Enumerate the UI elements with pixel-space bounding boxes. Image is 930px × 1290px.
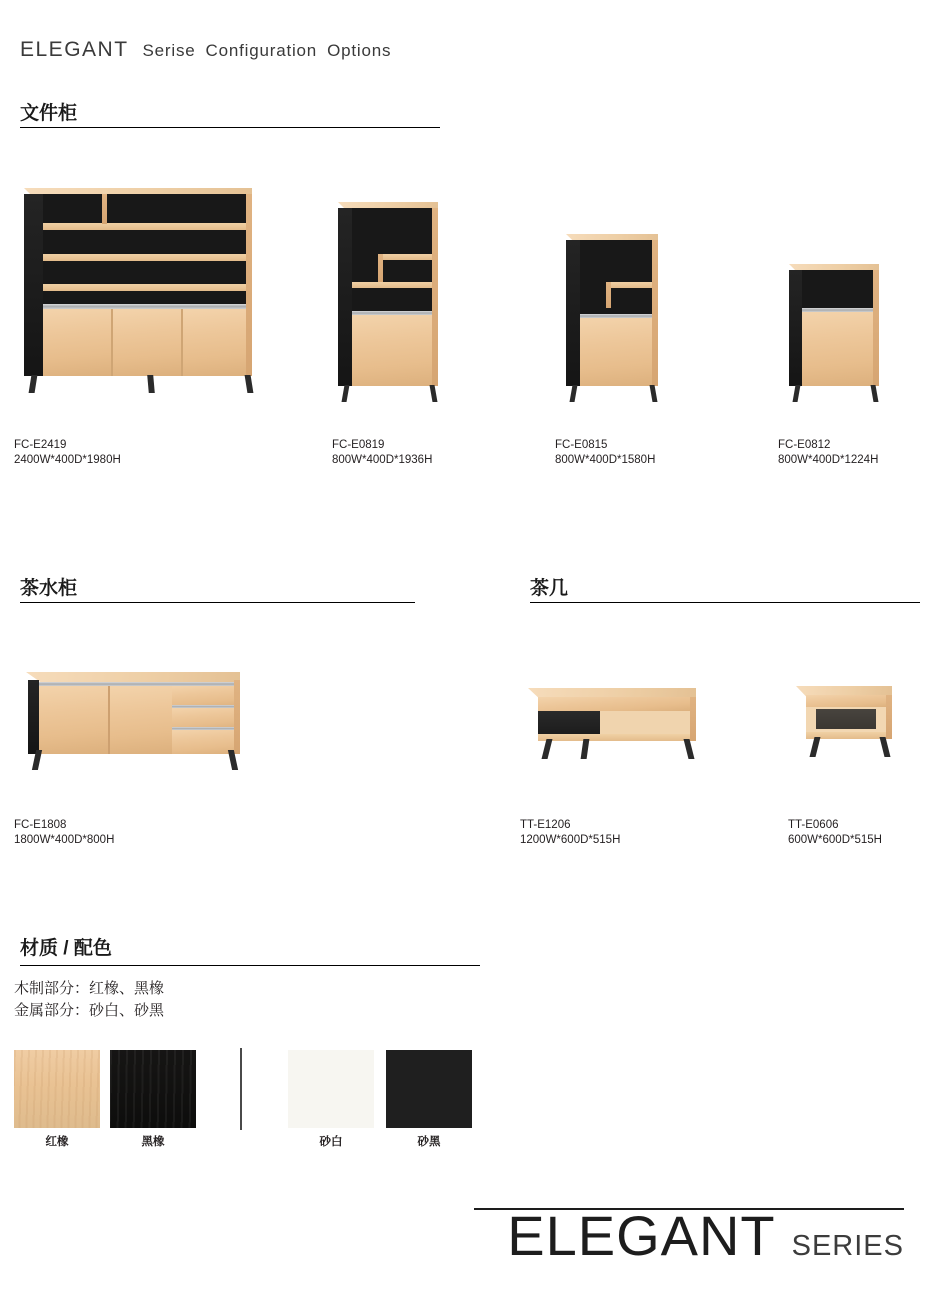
section-heading-file-cabinets: 文件柜 [20, 103, 78, 124]
brand-footer [507, 1204, 904, 1267]
caption-fc-e1808 [14, 818, 114, 848]
swatch-black-oak [110, 1050, 196, 1128]
swatch-label-sand-black: 砂黑 [417, 1136, 441, 1148]
product-dims: 1800W*400D*800H [14, 834, 115, 846]
section-heading-materials: 材质 / 配色 [20, 938, 112, 959]
product-code: FC-E0819 [332, 439, 385, 451]
section-rule-tea-tables [530, 602, 920, 603]
swatch-label-black-oak: 黑橡 [141, 1136, 165, 1148]
product-code: FC-E2419 [14, 439, 67, 451]
swatch-sand-black [386, 1050, 472, 1128]
product-dims: 800W*400D*1580H [555, 454, 656, 466]
section-heading-tea-cabinets: 茶水柜 [20, 578, 78, 599]
materials-wood-line: 木制部分：红橡、黑橡 [14, 980, 165, 997]
product-code: FC-E0812 [778, 439, 831, 451]
product-image-tt-e0606 [788, 670, 918, 790]
caption-fc-e0815 [555, 438, 655, 468]
product-image-fc-e2419 [14, 180, 264, 395]
swatch-label-sand-white: 砂白 [319, 1136, 343, 1148]
caption-tt-e1206 [520, 818, 620, 848]
section-rule-file-cabinets [20, 127, 440, 128]
product-dims: 2400W*400D*1980H [14, 454, 121, 466]
section-rule-materials [20, 965, 480, 966]
swatch-group-divider [240, 1048, 242, 1130]
page-title [20, 38, 401, 62]
caption-fc-e2419 [14, 438, 121, 468]
caption-fc-e0812 [778, 438, 878, 468]
section-rule-tea-cabinets [20, 602, 415, 603]
swatch-sand-white [288, 1050, 374, 1128]
swatch-red-oak [14, 1050, 100, 1128]
page-title-main: ELEGANT [20, 38, 129, 61]
product-image-fc-e0819 [330, 196, 450, 396]
product-code: TT-E1206 [520, 819, 571, 831]
materials-metal-line: 金属部分：砂白、砂黑 [14, 1002, 165, 1019]
page-title-sub-word-2: Configuration [205, 41, 318, 60]
product-dims: 800W*400D*1936H [332, 454, 433, 466]
section-heading-tea-tables: 茶几 [530, 578, 569, 599]
product-image-tt-e1206 [520, 670, 720, 790]
product-dims: 1200W*600D*515H [520, 834, 621, 846]
product-image-fc-e0815 [552, 228, 672, 398]
brand-series-label: SERIES [791, 1230, 904, 1262]
page-title-sub [143, 41, 402, 60]
caption-fc-e0819 [332, 438, 432, 468]
page-title-sub-word-3: Options [327, 41, 392, 60]
product-code: FC-E1808 [14, 819, 67, 831]
page-title-sub-word-1: Serise [142, 41, 196, 60]
product-code: FC-E0815 [555, 439, 608, 451]
swatch-label-red-oak: 红橡 [45, 1136, 69, 1148]
product-image-fc-e0812 [775, 258, 895, 398]
caption-tt-e0606 [788, 818, 882, 848]
brand-name: ELEGANT [507, 1204, 776, 1267]
product-dims: 800W*400D*1224H [778, 454, 879, 466]
product-dims: 600W*600D*515H [788, 834, 882, 846]
product-image-fc-e1808 [14, 650, 264, 790]
product-code: TT-E0606 [788, 819, 839, 831]
